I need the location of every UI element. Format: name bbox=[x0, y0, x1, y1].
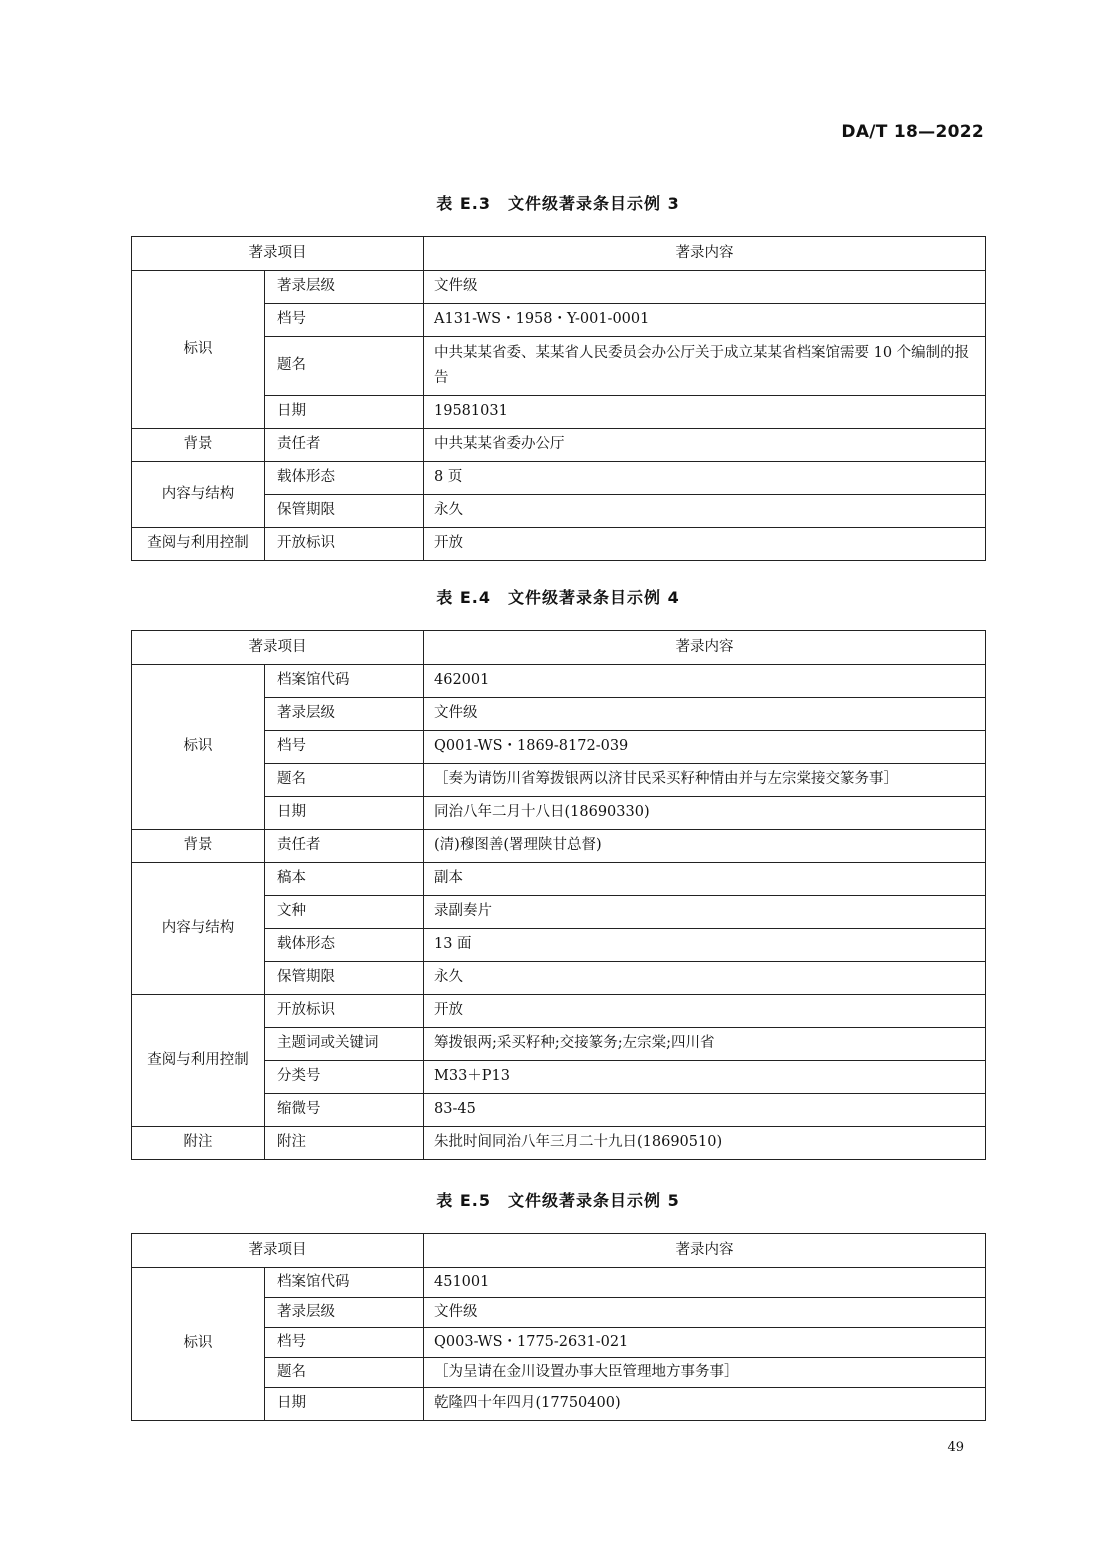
item-value: 文件级 bbox=[424, 698, 986, 731]
item-label: 保管期限 bbox=[265, 495, 424, 528]
header-item: 著录项目 bbox=[132, 631, 424, 665]
group-label: 查阅与利用控制 bbox=[132, 528, 265, 561]
item-value: 乾隆四十年四月(17750400) bbox=[424, 1388, 986, 1421]
item-label: 题名 bbox=[265, 337, 424, 396]
item-value: 中共某某省委办公厅 bbox=[424, 429, 986, 462]
item-value: 中共某某省委、某某省人民委员会办公厅关于成立某某省档案馆需要 10 个编制的报告 bbox=[424, 337, 986, 396]
item-value: 副本 bbox=[424, 863, 986, 896]
item-label: 主题词或关键词 bbox=[265, 1028, 424, 1061]
item-label: 保管期限 bbox=[265, 962, 424, 995]
item-label: 开放标识 bbox=[265, 995, 424, 1028]
standard-code: DA/T 18—2022 bbox=[841, 122, 984, 142]
item-label: 著录层级 bbox=[265, 271, 424, 304]
item-label: 著录层级 bbox=[265, 1298, 424, 1328]
item-label: 日期 bbox=[265, 1388, 424, 1421]
table-title-e4: 表 E.4 文件级著录条目示例 4 bbox=[436, 588, 680, 607]
item-value: 永久 bbox=[424, 495, 986, 528]
item-value: Q001-WS・1869-8172-039 bbox=[424, 731, 986, 764]
item-label: 档号 bbox=[265, 304, 424, 337]
item-label: 载体形态 bbox=[265, 929, 424, 962]
item-value: 462001 bbox=[424, 665, 986, 698]
item-value: 文件级 bbox=[424, 1298, 986, 1328]
item-value: 开放 bbox=[424, 528, 986, 561]
item-value: 录副奏片 bbox=[424, 896, 986, 929]
group-label: 标识 bbox=[132, 271, 265, 429]
item-label: 责任者 bbox=[265, 830, 424, 863]
group-label: 标识 bbox=[132, 665, 265, 830]
group-label: 附注 bbox=[132, 1127, 265, 1160]
item-label: 附注 bbox=[265, 1127, 424, 1160]
header-item: 著录项目 bbox=[132, 237, 424, 271]
group-label: 背景 bbox=[132, 830, 265, 863]
item-value: 文件级 bbox=[424, 271, 986, 304]
table-title-e5: 表 E.5 文件级著录条目示例 5 bbox=[436, 1191, 680, 1210]
catalog-table-e3 bbox=[131, 236, 986, 561]
catalog-table-e4 bbox=[131, 630, 986, 1160]
item-label: 档号 bbox=[265, 1328, 424, 1358]
table-title-e3: 表 E.3 文件级著录条目示例 3 bbox=[436, 194, 680, 213]
group-label: 内容与结构 bbox=[132, 863, 265, 995]
header-content: 著录内容 bbox=[424, 1234, 986, 1268]
item-value: 13 面 bbox=[424, 929, 986, 962]
group-label: 内容与结构 bbox=[132, 462, 265, 528]
item-value: M33＋P13 bbox=[424, 1061, 986, 1094]
item-label: 稿本 bbox=[265, 863, 424, 896]
item-label: 档案馆代码 bbox=[265, 665, 424, 698]
item-value: 83-45 bbox=[424, 1094, 986, 1127]
item-value: 8 页 bbox=[424, 462, 986, 495]
item-value: ［为呈请在金川设置办事大臣管理地方事务事］ bbox=[424, 1358, 986, 1388]
group-label: 背景 bbox=[132, 429, 265, 462]
item-value: 451001 bbox=[424, 1268, 986, 1298]
item-value: 永久 bbox=[424, 962, 986, 995]
item-label: 档号 bbox=[265, 731, 424, 764]
item-value: 筹拨银两;采买籽种;交接篆务;左宗棠;四川省 bbox=[424, 1028, 986, 1061]
item-label: 题名 bbox=[265, 764, 424, 797]
item-label: 开放标识 bbox=[265, 528, 424, 561]
item-value: ［奏为请饬川省筹拨银两以济甘民采买籽种情由并与左宗棠接交篆务事］ bbox=[424, 764, 986, 797]
header-content: 著录内容 bbox=[424, 631, 986, 665]
page-number: 49 bbox=[947, 1440, 964, 1455]
item-label: 日期 bbox=[265, 396, 424, 429]
item-value: Q003-WS・1775-2631-021 bbox=[424, 1328, 986, 1358]
item-label: 缩微号 bbox=[265, 1094, 424, 1127]
item-label: 责任者 bbox=[265, 429, 424, 462]
item-label: 载体形态 bbox=[265, 462, 424, 495]
item-label: 题名 bbox=[265, 1358, 424, 1388]
item-value: A131-WS・1958・Y-001-0001 bbox=[424, 304, 986, 337]
item-label: 文种 bbox=[265, 896, 424, 929]
group-label: 查阅与利用控制 bbox=[132, 995, 265, 1127]
header-content: 著录内容 bbox=[424, 237, 986, 271]
item-label: 分类号 bbox=[265, 1061, 424, 1094]
item-value: 同治八年二月十八日(18690330) bbox=[424, 797, 986, 830]
group-label: 标识 bbox=[132, 1268, 265, 1421]
catalog-table-e5 bbox=[131, 1233, 986, 1421]
item-label: 著录层级 bbox=[265, 698, 424, 731]
item-value: 19581031 bbox=[424, 396, 986, 429]
item-value: 开放 bbox=[424, 995, 986, 1028]
header-item: 著录项目 bbox=[132, 1234, 424, 1268]
item-label: 日期 bbox=[265, 797, 424, 830]
item-value: (清)穆图善(署理陕甘总督) bbox=[424, 830, 986, 863]
item-value: 朱批时间同治八年三月二十九日(18690510) bbox=[424, 1127, 986, 1160]
item-label: 档案馆代码 bbox=[265, 1268, 424, 1298]
